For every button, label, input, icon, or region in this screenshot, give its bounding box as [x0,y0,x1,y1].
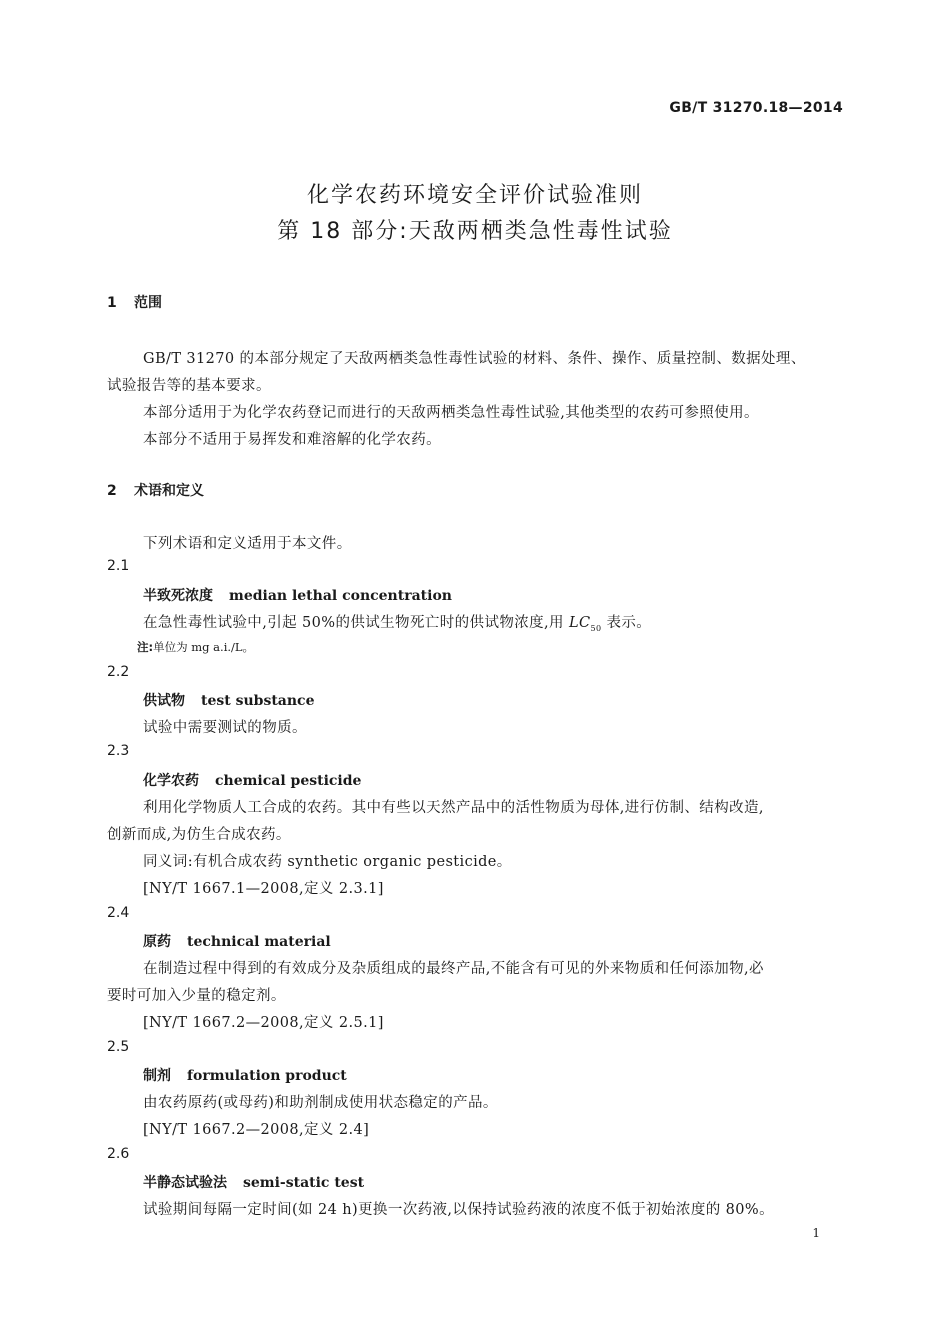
section-2-heading [107,480,204,500]
paragraph: 本部分不适用于易挥发和难溶解的化学农药。 [143,432,441,448]
clause-number: 2.4 [107,905,130,921]
term-entry [143,1065,347,1085]
term-cn: 半静态试验法 [143,1175,227,1191]
paragraph: 试验报告等的基本要求。 [107,378,271,394]
definition-text: 表示。 [601,615,652,631]
term-entry [143,1172,364,1192]
note-text: 单位为 mg a.i./L。 [153,640,255,654]
reference: [NY/T 1667.1—2008,定义 2.3.1] [143,881,384,897]
note [137,639,254,655]
clause-number: 2.5 [107,1039,130,1055]
term-cn: 化学农药 [143,773,199,789]
term-entry [143,690,314,710]
section-number: 1 [107,295,117,311]
clause-number: 2.1 [107,558,130,574]
term-en: median lethal concentration [229,588,452,604]
section-number: 2 [107,483,117,499]
definition: 在制造过程中得到的有效成分及杂质组成的最终产品,不能含有可见的外来物质和任何添加物,必 [143,961,764,977]
term-cn: 制剂 [143,1068,171,1084]
definition: 利用化学物质人工合成的农药。其中有些以天然产品中的活性物质为母体,进行仿制、结构改造, [143,800,764,816]
definition: 创新而成,为仿生合成农药。 [107,827,291,843]
definition [143,611,651,633]
paragraph: 下列术语和定义适用于本文件。 [143,536,352,552]
definition: 由农药原药(或母药)和助剂制成使用状态稳定的产品。 [143,1095,498,1111]
term-entry [143,770,361,790]
standard-number: GB/T 31270.18—2014 [669,100,843,116]
reference: [NY/T 1667.2—2008,定义 2.4] [143,1122,370,1138]
term-en: technical material [187,934,331,950]
clause-number: 2.6 [107,1146,130,1162]
term-en: semi-static test [243,1175,365,1191]
page-number: 1 [812,1226,820,1240]
term-cn: 供试物 [143,693,185,709]
section-title: 范围 [134,295,162,311]
note-label: 注: [137,640,154,654]
term-en: chemical pesticide [215,773,362,789]
definition: 试验期间每隔一定时间(如 24 h)更换一次药液,以保持试验药液的浓度不低于初始浓度的 80%。 [143,1202,774,1218]
paragraph: 本部分适用于为化学农药登记而进行的天敌两栖类急性毒性试验,其他类型的农药可参照使用。 [143,405,759,421]
lc-subscript: 50 [590,623,602,633]
clause-number: 2.3 [107,743,130,759]
term-en: test substance [201,693,315,709]
term-entry [143,585,452,605]
document-title-line-1: 化学农药环境安全评价试验准则 [306,183,643,208]
term-en: formulation product [187,1068,347,1084]
synonym: 同义词:有机合成农药 synthetic organic pesticide。 [143,854,512,870]
lc-symbol: LC [568,615,591,631]
term-cn: 原药 [143,934,171,950]
term-entry [143,931,331,951]
section-title: 术语和定义 [134,483,204,499]
paragraph: GB/T 31270 的本部分规定了天敌两栖类急性毒性试验的材料、条件、操作、质量控制、数据处理、 [143,351,806,367]
section-1-heading [107,292,162,312]
reference: [NY/T 1667.2—2008,定义 2.5.1] [143,1015,384,1031]
clause-number: 2.2 [107,664,130,680]
document-title-line-2: 第 18 部分:天敌两栖类急性毒性试验 [277,219,673,244]
term-cn: 半致死浓度 [143,588,213,604]
definition: 试验中需要测试的物质。 [143,720,307,736]
definition: 要时可加入少量的稳定剂。 [107,988,286,1004]
definition-text: 在急性毒性试验中,引起 50%的供试生物死亡时的供试物浓度,用 [143,615,569,631]
